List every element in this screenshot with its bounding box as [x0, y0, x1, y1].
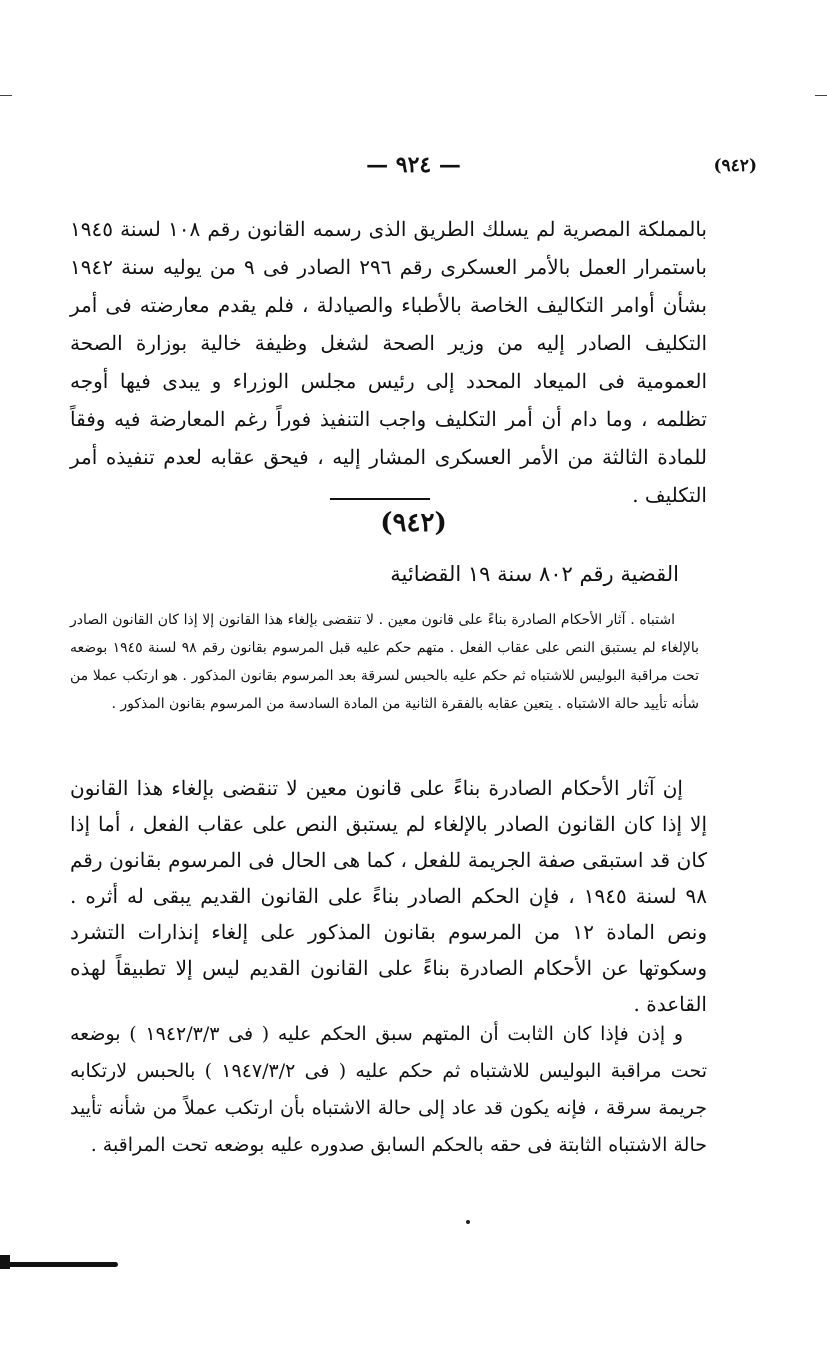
- bottom-rule: [0, 1262, 118, 1267]
- application-paragraph: و إذن فإذا كان الثابت أن المتهم سبق الحكم عليه ( فى ١٩٤٢/٣/٣ ) بوضعه تحت مراقبة البوليس للاشتباه ثم حكم عليه ( فى ١٩٤٧/٣/٢ ) بالحبس لارتكابه جريمة سرقة ، فإنه يكون قد عاد إلى حالة الاشتباه بأن ارتكب عملاً من شأنه تأييد حالة الاشتباه الثابتة فى حقه بالحكم السابق صدوره عليه بوضعه تحت المراقبة .: [70, 1023, 707, 1156]
- page-header: [70, 152, 757, 188]
- continued-paragraph: بالمملكة المصرية لم يسلك الطريق الذى رسمه القانون رقم ١٠٨ لسنة ١٩٤٥ باستمرار العمل بالأمر العسكرى رقم ٢٩٦ الصادر فى ٩ من يوليه سنة ١٩٤٢ بشأن أوامر التكاليف الخاصة بالأطباء والصيادلة ، فلم يقدم معارضته فى أمر التكليف الصادر إليه من وزير الصحة لشغل وظيفة خالية بوزارة الصحة العمومية فى الميعاد المحدد إلى رئيس مجلس الوزراء و يبدى فيها أوجه تظلمه ، وما دام أن أمر التكليف واجب التنفيذ فوراً رغم المعارضة فيه وفقاً للمادة الثالثة من الأمر العسكرى المشار إليه ، فيحق عقابه لعدم تنفيذه أمر التكليف .: [70, 217, 707, 507]
- page-number: — ٩٢٤ —: [366, 152, 461, 178]
- left-edge-mark: [0, 95, 12, 96]
- ruling-paragraph: إن آثار الأحكام الصادرة بناءً على قانون معين لا تنقضى بإلغاء هذا القانون إلا إذا كان القانون الصادر بالإلغاء لم يستبق النص على عقاب الفعل ، أما إذا كان قد استبقى صفة الجريمة للفعل ، كما هى الحال فى المرسوم بقانون رقم ٩٨ لسنة ١٩٤٥ ، فإن الحكم الصادر بناءً على القانون القديم يبقى له أثره . ونص المادة ١٢ من المرسوم بقانون المذكور على إلغاء إنذارات التشرد وسكوتها عن الأحكام الصادرة بناءً على القانون القديم ليس إلا تطبيقاً لهذه القاعدة .: [70, 776, 707, 1016]
- case-summary: اشتباه . آثار الأحكام الصادرة بناءً على قانون معين . لا تنقضى بإلغاء هذا القانون إلا إذا كان القانون الصادر بالإلغاء لم يستبق النص على عقاب الفعل . متهم حكم عليه قبل المرسوم بقانون رقم ٩٨ لسنة ١٩٤٥ بوضعه تحت مراقبة البوليس للاشتباه ثم حكم عليه بالحبس لسرقة بعد المرسوم بقانون المذكور . هو ارتكب عملا من شأنه تأييد حالة الاشتباه . يتعين عقابه بالفقرة الثانية من المادة السادسة من المرسوم بقانون المذكور .: [70, 612, 699, 712]
- section-divider: [330, 498, 430, 500]
- case-number: (٩٤٢): [380, 508, 447, 538]
- right-edge-mark: [815, 95, 827, 96]
- running-reference: (٩٤٢): [713, 156, 757, 176]
- stray-dot: [466, 1220, 470, 1224]
- case-title: القضية رقم ٨٠٢ سنة ١٩ القضائية: [390, 562, 679, 586]
